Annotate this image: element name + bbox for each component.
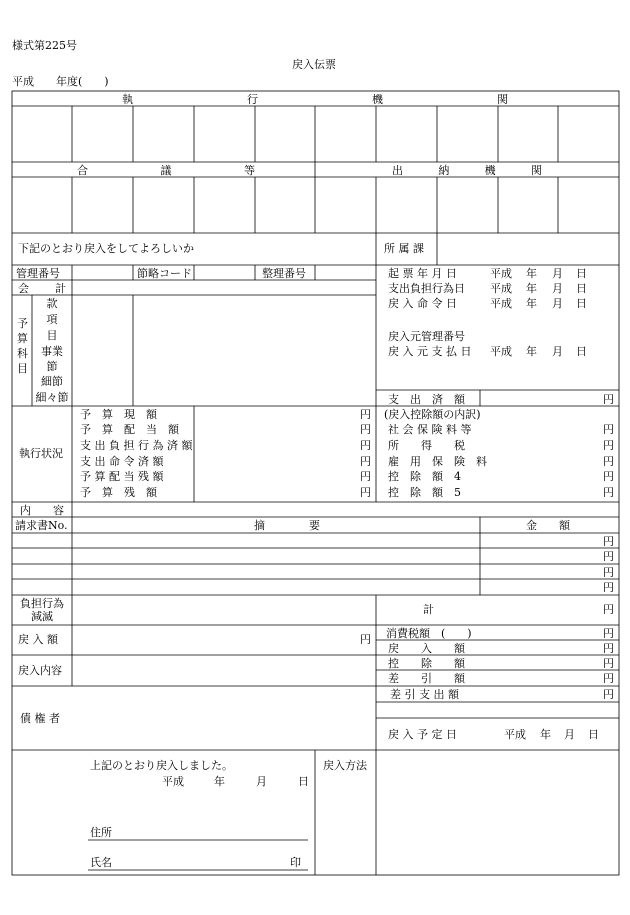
exec-item: 予 算 残 額 (80, 486, 157, 499)
yen-unit: 円 (360, 486, 371, 499)
yen-unit: 円 (360, 470, 371, 483)
executive-char: 行 (247, 93, 258, 106)
exec-item: 支 出 負 担 行 為 済 額 (80, 439, 193, 452)
executive-char: 関 (497, 93, 508, 106)
year-label: 年 (526, 282, 537, 295)
year-label: 年 (526, 297, 537, 310)
deduct-item: 所 得 税 (388, 439, 465, 452)
treasury-char: 機 (484, 164, 496, 177)
day-label: 日 (576, 267, 587, 280)
issue-date-label: 起 票 年 月 日 (388, 267, 457, 280)
creditor-label: 債 権 者 (20, 712, 60, 725)
heisei-label: 平成 (490, 282, 512, 295)
ref-no-label: 整理番号 (262, 267, 306, 280)
budget-item: 目 (46, 329, 58, 342)
heisei-label: 平成 (504, 728, 526, 741)
yen-unit: 円 (360, 633, 371, 646)
diff-label: 差 引 額 (388, 672, 465, 685)
yen-unit: 円 (603, 550, 614, 563)
name-label: 氏名 (90, 856, 112, 869)
year-label: 年 (540, 728, 551, 741)
dept-label: 所 属 課 (384, 242, 424, 255)
form-title: 戻入伝票 (292, 58, 336, 71)
heisei-label: 平成 (490, 267, 512, 280)
consumption-tax-label: 消費税額 ( ) (386, 627, 472, 640)
paid-label: 支 出 済 額 (388, 393, 465, 406)
account-label (18, 283, 66, 294)
yen-unit: 円 (603, 470, 614, 483)
council-char: 議 (160, 164, 172, 177)
treasury-char: 納 (438, 164, 450, 177)
budget-vertical-4: 目 (17, 362, 28, 375)
yen-unit: 円 (603, 566, 614, 579)
yen-unit: 円 (603, 439, 614, 452)
request-text: 下記のとおり戻入をしてよろしいか (18, 242, 194, 255)
day-label: 日 (576, 282, 587, 295)
day-label: 日 (576, 297, 587, 310)
heisei-label: 平成 (162, 775, 184, 788)
budget-item: 細々節 (35, 391, 69, 404)
month-label: 月 (552, 297, 563, 310)
yen-unit: 円 (603, 603, 614, 616)
deduction-label: 控 除 額 (388, 657, 465, 670)
deduct-item: 社 会 保 険 料 等 (388, 423, 472, 436)
yen-unit: 円 (603, 642, 614, 655)
orig-pay-date-label: 戻 入 元 支 払 日 (388, 345, 472, 358)
year-label: 年 (214, 775, 225, 788)
yen-unit: 円 (603, 486, 614, 499)
treasury-char: 出 (392, 164, 403, 177)
day-label: 日 (576, 345, 587, 358)
amount-header: 金 額 (526, 519, 570, 532)
council-char: 等 (244, 164, 255, 177)
deduct-item: 控 除 額 4 (388, 470, 461, 483)
commit-date-label: 支出負担行為日 (388, 282, 465, 295)
executive-char: 執 (122, 93, 133, 106)
yen-unit: 円 (360, 408, 371, 421)
yen-unit: 円 (360, 455, 371, 468)
short-code-label: 節略コード (137, 267, 192, 280)
month-label: 月 (552, 345, 563, 358)
treasury-header (392, 165, 542, 176)
yen-unit: 円 (360, 439, 371, 452)
budget-item: 項 (46, 313, 58, 326)
exec-status-label: 執行状況 (19, 447, 63, 460)
exec-item: 予 算 配 当 額 (80, 423, 179, 436)
completion-text: 上記のとおり戻入しました。 (90, 759, 233, 772)
year-label: 年 (526, 345, 537, 358)
total-label: 計 (423, 603, 434, 616)
order-date-label: 戻 入 命 令 日 (388, 297, 457, 310)
refund-content-label: 戻入内容 (18, 664, 62, 677)
exec-item: 予 算 現 額 (80, 408, 157, 421)
treasury-char: 関 (530, 164, 542, 177)
yen-unit: 円 (603, 455, 614, 468)
executive-char: 機 (372, 93, 383, 106)
year-label: 年 (526, 267, 537, 280)
yen-unit: 円 (603, 535, 614, 548)
yen-unit: 円 (603, 657, 614, 670)
deduct-item: 控 除 額 5 (388, 486, 461, 499)
address-label: 住所 (90, 826, 112, 839)
yen-unit: 円 (603, 688, 614, 701)
heisei-label: 平成 (490, 345, 512, 358)
orig-mgmt-no-label: 戻入元管理番号 (388, 330, 465, 343)
month-label: 月 (564, 728, 575, 741)
month-label: 月 (256, 775, 267, 788)
fiscal-year: 平成 年度( ) (12, 75, 109, 88)
refund-amount-label: 戻 入 額 (18, 633, 58, 646)
day-label: 日 (298, 775, 309, 788)
mgmt-no-label: 管理番号 (16, 267, 60, 280)
deduct-header: (戻入控除額の内訳) (384, 408, 481, 421)
budget-vertical-2: 算 (17, 332, 28, 345)
seal-label: 印 (290, 856, 301, 869)
month-label: 月 (552, 282, 563, 295)
account-char: 会 (18, 282, 29, 295)
yen-unit: 円 (360, 423, 371, 436)
content-label: 内 容 (20, 504, 64, 517)
council-header (77, 165, 255, 176)
heisei-label: 平成 (490, 297, 512, 310)
refund-due-label: 戻 入 予 定 日 (388, 728, 457, 741)
day-label: 日 (588, 728, 599, 741)
commit-change-label-2: 減滅 (31, 610, 53, 623)
exec-item: 支 出 命 令 済 額 (80, 455, 164, 468)
exec-item: 予 算 配 当 残 額 (80, 470, 164, 483)
diff-pay-label: 差 引 支 出 額 (390, 688, 459, 701)
budget-vertical-1: 予 (17, 317, 28, 330)
form-number: 様式第225号 (12, 39, 77, 52)
account-char: 計 (55, 282, 66, 295)
executive-header (122, 94, 508, 105)
council-char: 合 (77, 164, 88, 177)
budget-item: 事業 (41, 345, 63, 358)
invoice-label: 請求書No. (15, 519, 68, 532)
refund-method-label: 戻入方法 (323, 759, 367, 772)
budget-vertical-3: 科 (17, 347, 28, 360)
budget-item: 款 (46, 297, 58, 310)
budget-item: 細節 (41, 375, 63, 388)
refund-label: 戻 入 額 (388, 642, 465, 655)
yen-unit: 円 (603, 423, 614, 436)
yen-unit: 円 (603, 627, 614, 640)
deduct-item: 雇 用 保 険 料 (388, 455, 487, 468)
month-label: 月 (552, 267, 563, 280)
budget-item: 節 (46, 360, 58, 373)
commit-change-label-1: 負担行為 (20, 597, 64, 610)
yen-unit: 円 (603, 581, 614, 594)
yen-unit: 円 (603, 672, 614, 685)
summary-header: 摘 要 (254, 519, 320, 532)
yen-unit: 円 (603, 393, 614, 406)
